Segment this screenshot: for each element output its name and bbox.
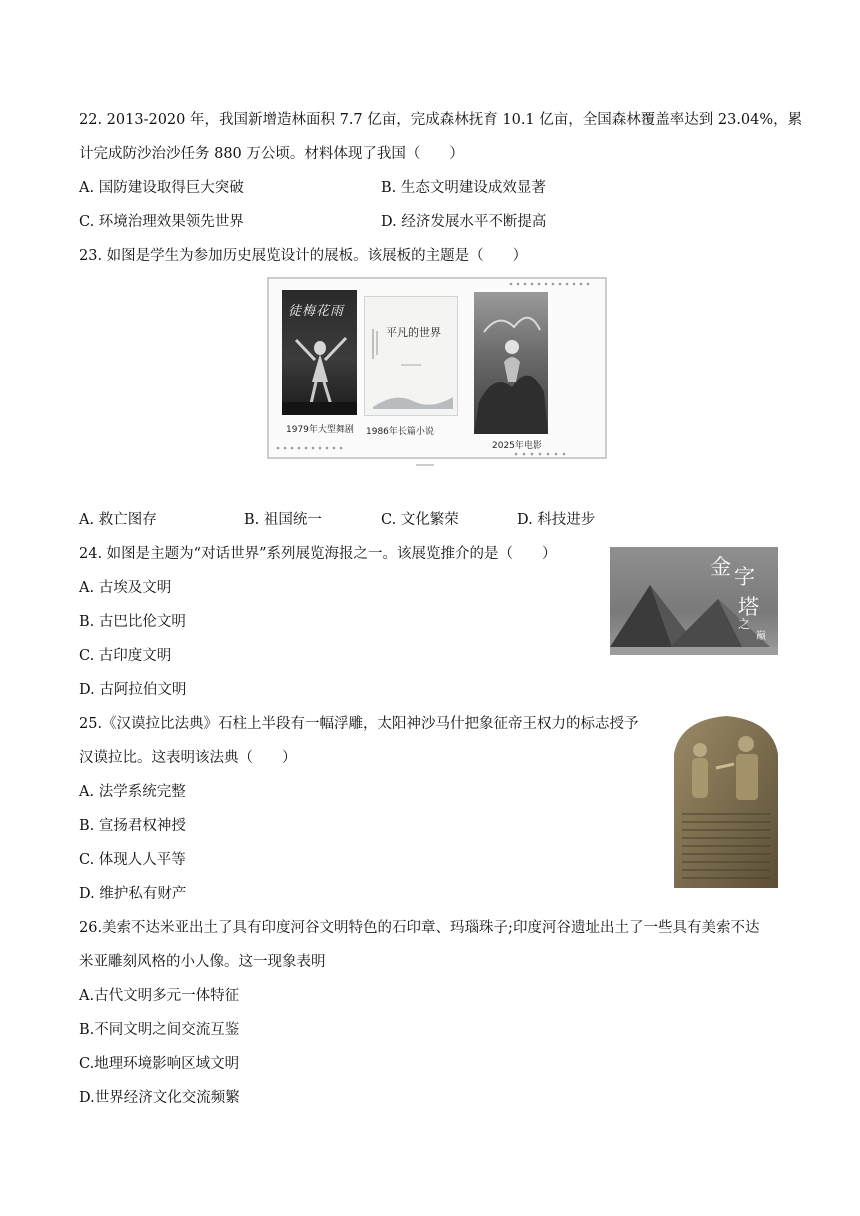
hammurabi-stele-figure xyxy=(670,714,782,888)
poster-char-3: 塔 xyxy=(738,595,759,619)
caption-1986: 1986年长篇小说 xyxy=(366,427,434,437)
q24-option-c[interactable]: C. 古印度文明 xyxy=(79,648,172,664)
q25-option-d[interactable]: D. 维护私有财产 xyxy=(79,886,187,902)
poster-char-2: 字 xyxy=(734,565,755,589)
novel-cover-landscape-icon xyxy=(365,297,457,415)
novel-cover-title: 平凡的世界 xyxy=(386,326,441,339)
q23-stem: 23. 如图是学生为参加历史展览设计的展板。该展板的主题是（ ） xyxy=(79,248,528,264)
q22-option-b[interactable]: B. 生态文明建设成效显著 xyxy=(381,180,546,196)
q25-option-a[interactable]: A. 法学系统完整 xyxy=(79,784,186,800)
dance-drama-poster-title: 徒梅花雨 xyxy=(288,304,345,319)
q22-option-d[interactable]: D. 经济发展水平不断提高 xyxy=(381,214,547,230)
q24-option-b[interactable]: B. 古巴比伦文明 xyxy=(79,614,186,630)
film-poster-artwork-icon xyxy=(474,292,548,434)
q26-option-b[interactable]: B.不同文明之间交流互鉴 xyxy=(79,1022,240,1038)
q22-option-c[interactable]: C. 环境治理效果领先世界 xyxy=(79,214,244,230)
q23-option-d[interactable]: D. 科技进步 xyxy=(517,512,596,528)
q22-stem-line1: 22. 2013-2020 年，我国新增造林面积 7.7 亿亩，完成森林抚育 10.1 亿亩，全国森林覆盖率达到 23.04%，累 xyxy=(79,112,803,128)
dance-drama-poster xyxy=(282,290,357,415)
q25-option-b[interactable]: B. 宣扬君权神授 xyxy=(79,818,186,834)
q25-stem-line2: 汉谟拉比。这表明该法典（ ） xyxy=(79,750,297,766)
q23-option-a[interactable]: A. 救亡图存 xyxy=(79,512,157,528)
poster-char-4: 之 xyxy=(738,617,751,631)
q26-option-c[interactable]: C.地理环境影响区域文明 xyxy=(79,1056,240,1072)
caption-2025: 2025年电影 xyxy=(492,441,542,451)
q23-option-c[interactable]: C. 文化繁荣 xyxy=(381,512,459,528)
q22-option-a[interactable]: A. 国防建设取得巨大突破 xyxy=(79,180,244,196)
dancer-silhouette-icon xyxy=(282,290,357,415)
q24-option-a[interactable]: A. 古埃及文明 xyxy=(79,580,172,596)
q26-option-a[interactable]: A.古代文明多元一体特征 xyxy=(79,988,240,1004)
film-poster xyxy=(474,292,548,434)
q26-stem-line2: 米亚雕刻风格的小人像。这一现象表明 xyxy=(79,954,326,970)
q24-stem: 24. 如图是主题为“对话世界”系列展览海报之一。该展览推介的是（ ） xyxy=(79,546,557,562)
q22-stem-line2: 计完成防沙治沙任务 880 万公顷。材料体现了我国（ ） xyxy=(79,146,464,162)
q25-stem-line1: 25.《汉谟拉比法典》石柱上半段有一幅浮雕，太阳神沙马什把象征帝王权力的标志授予 xyxy=(79,716,639,732)
caption-1979: 1979年大型舞剧 xyxy=(286,425,354,435)
q23-option-b[interactable]: B. 祖国统一 xyxy=(244,512,322,528)
q24-option-d[interactable]: D. 古阿拉伯文明 xyxy=(79,682,187,698)
poster-char-5: 巅 xyxy=(756,631,766,642)
stele-relief-icon xyxy=(670,714,782,888)
exhibition-board-figure xyxy=(266,276,608,470)
q26-stem-line1: 26.美索不达米亚出土了具有印度河谷文明特色的石印章、玛瑙珠子;印度河谷遗址出土了一些具有美索不达 xyxy=(79,920,760,936)
poster-char-1: 金 xyxy=(710,555,731,579)
q26-option-d[interactable]: D.世界经济文化交流频繁 xyxy=(79,1090,240,1106)
pyramid-poster-figure xyxy=(610,547,778,655)
q25-option-c[interactable]: C. 体现人人平等 xyxy=(79,852,186,868)
novel-cover xyxy=(364,296,458,416)
